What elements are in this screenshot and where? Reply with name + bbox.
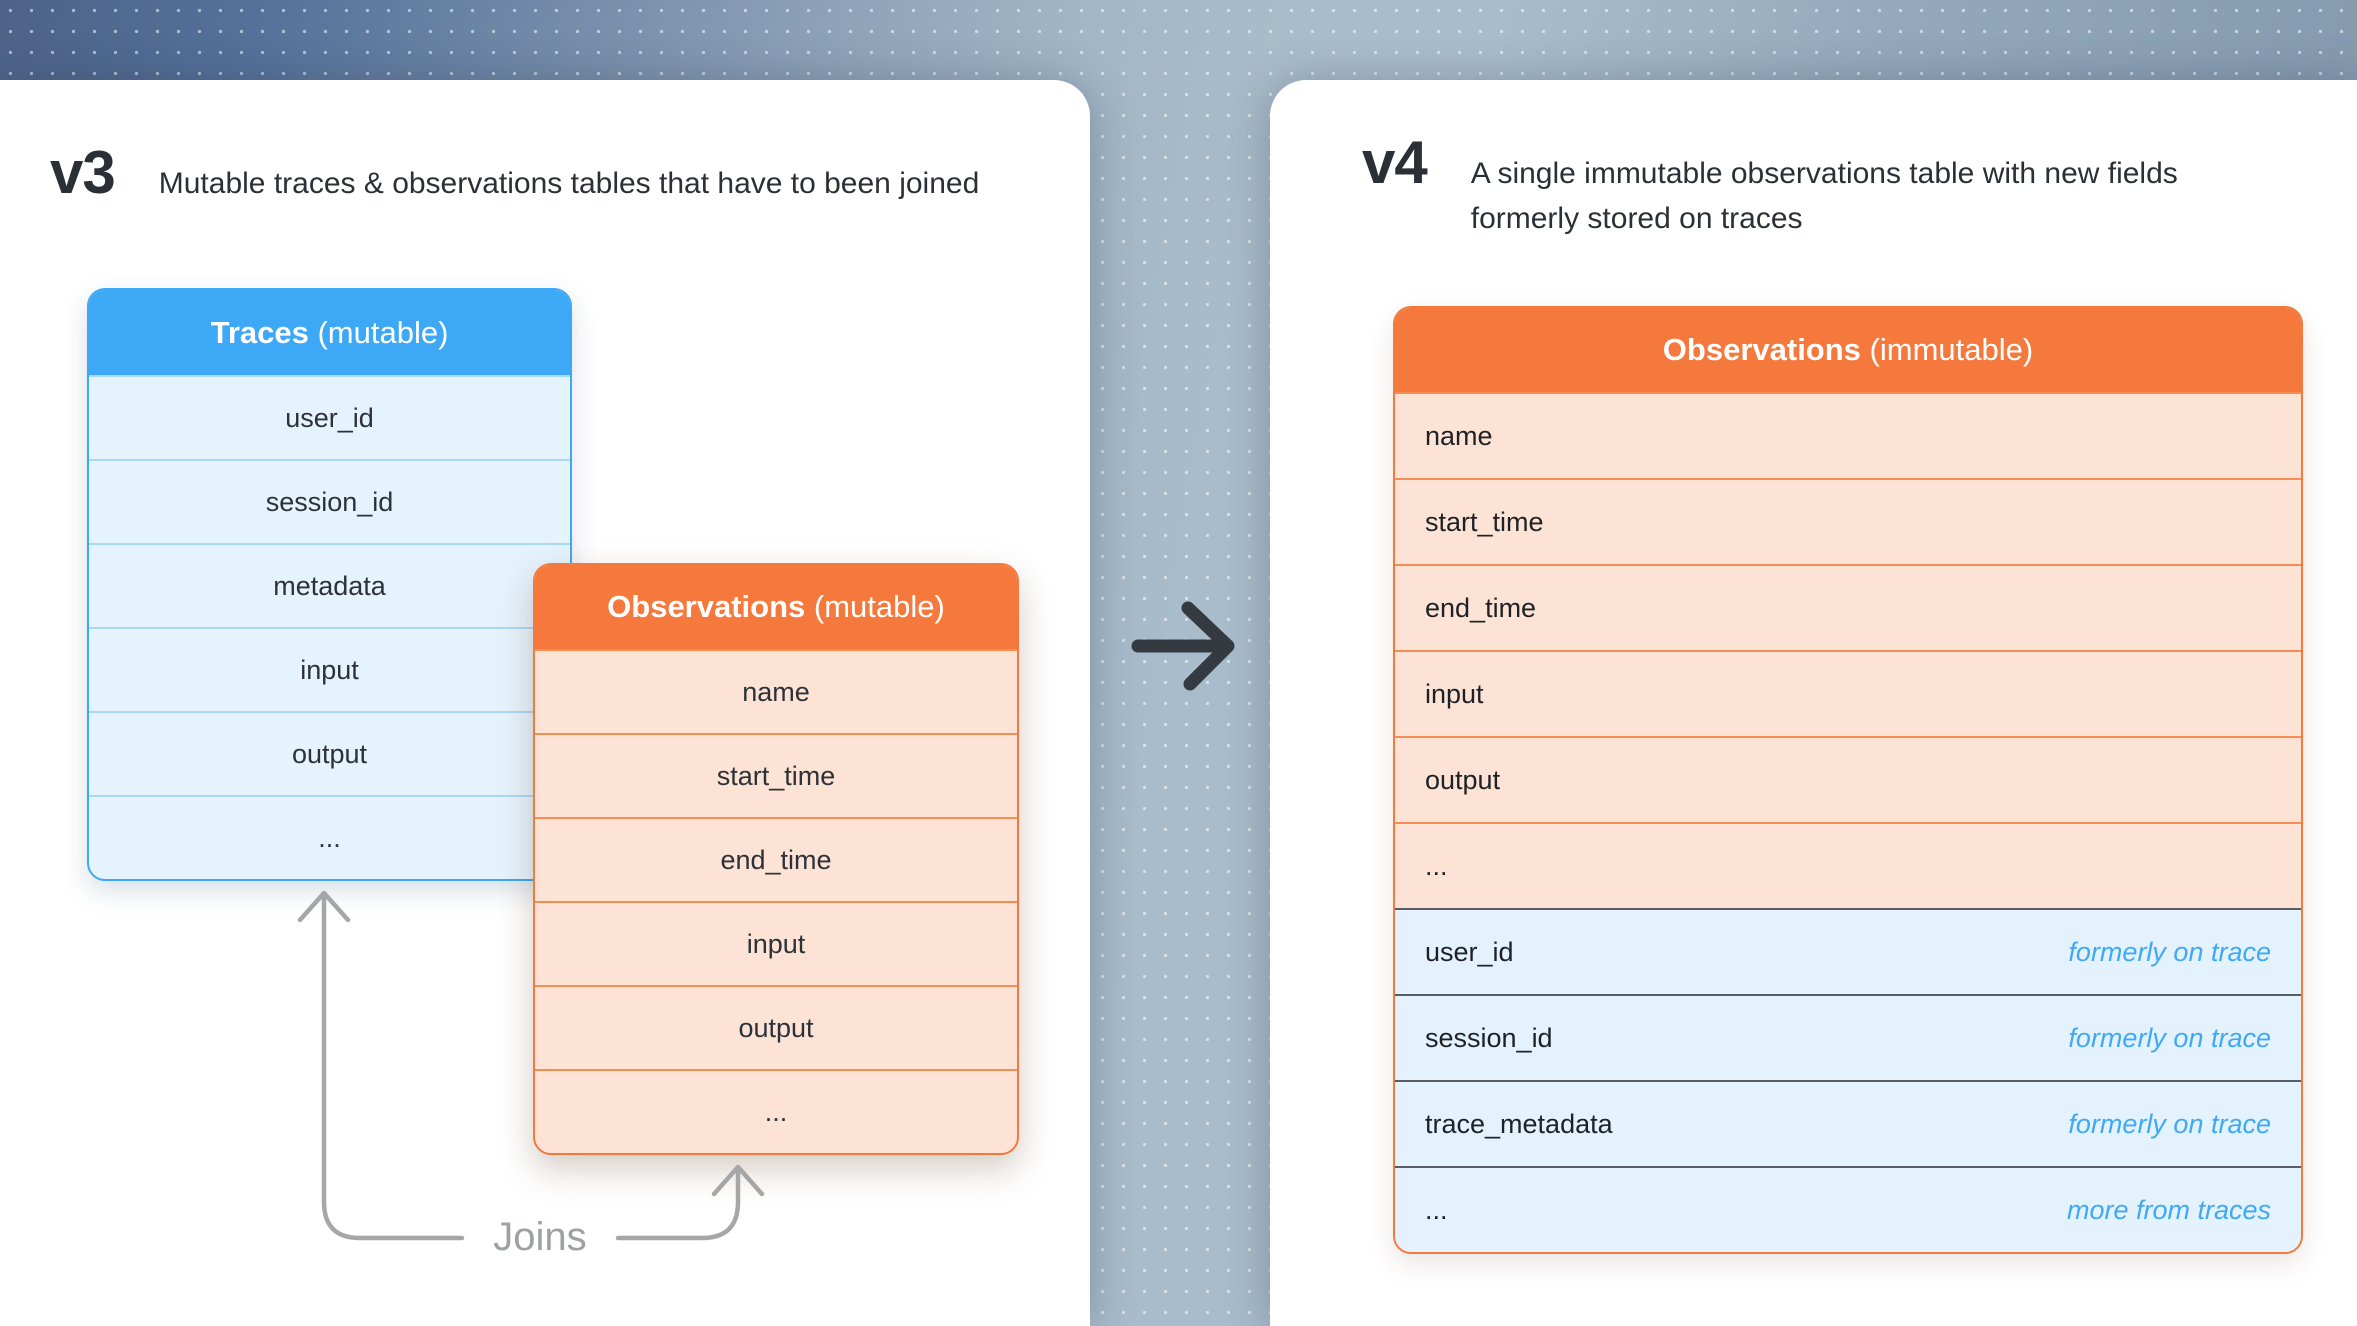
field-name: ...	[1425, 850, 1448, 881]
table-row	[1395, 1080, 2301, 1166]
field-annotation: formerly on trace	[2068, 1108, 2271, 1139]
table-row: user_id	[89, 375, 570, 459]
field-annotation: formerly on trace	[2068, 1022, 2271, 1053]
right-arrow-icon	[1138, 608, 1228, 684]
table-row: output	[535, 985, 1017, 1069]
traces-mutable-table	[87, 288, 572, 881]
v3-subtitle: Mutable traces & observations tables that have to been joined	[158, 167, 980, 200]
table-row: start_time	[535, 733, 1017, 817]
field-annotation: more from traces	[2066, 1194, 2271, 1225]
table-row	[1395, 1166, 2301, 1252]
field-name: start_time	[1425, 506, 1544, 537]
table-row	[1395, 650, 2301, 736]
table-qualifier: (mutable)	[308, 314, 449, 350]
table-title: Traces	[210, 314, 309, 350]
table-row	[1395, 908, 2301, 994]
field-name: output	[1425, 764, 1501, 795]
table-row	[1395, 478, 2301, 564]
table-qualifier: (mutable)	[805, 589, 945, 624]
v4-version-label: v4	[1362, 129, 1427, 196]
table-row	[1395, 564, 2301, 650]
table-qualifier: (immutable)	[1860, 332, 2034, 367]
table-row: input	[89, 627, 570, 711]
table-row	[1395, 392, 2301, 478]
table-row: name	[535, 649, 1017, 733]
table-row: ...	[89, 795, 570, 879]
traces-mutable-table-header	[89, 290, 570, 375]
table-row: output	[89, 711, 570, 795]
observations-immutable-table-header	[1395, 308, 2301, 392]
table-title: Observations	[607, 589, 806, 624]
observations-immutable-table	[1393, 306, 2303, 1254]
field-name: session_id	[1425, 1022, 1553, 1053]
observations-mutable-table-header	[535, 565, 1017, 649]
field-annotation: formerly on trace	[2068, 936, 2271, 967]
joins-label: Joins	[493, 1215, 587, 1259]
table-row: end_time	[535, 817, 1017, 901]
field-name: ...	[1425, 1194, 1448, 1225]
v3-version-label: v3	[50, 139, 115, 206]
v4-subtitle: A single immutable observations table with new fields formerly stored on traces	[1470, 157, 2178, 235]
field-name: end_time	[1425, 592, 1537, 623]
field-name: trace_metadata	[1425, 1108, 1613, 1139]
field-name: input	[1425, 678, 1484, 709]
v3-header	[50, 138, 979, 207]
table-row	[1395, 994, 2301, 1080]
table-row: session_id	[89, 459, 570, 543]
field-name: user_id	[1425, 936, 1514, 967]
table-title: Observations	[1662, 332, 1861, 367]
table-row	[1395, 736, 2301, 822]
v4-header	[1362, 128, 2281, 241]
observations-mutable-table	[533, 563, 1019, 1155]
table-row	[1395, 822, 2301, 908]
field-name: name	[1425, 420, 1493, 451]
table-row: ...	[535, 1069, 1017, 1153]
table-row: metadata	[89, 543, 570, 627]
table-row: input	[535, 901, 1017, 985]
